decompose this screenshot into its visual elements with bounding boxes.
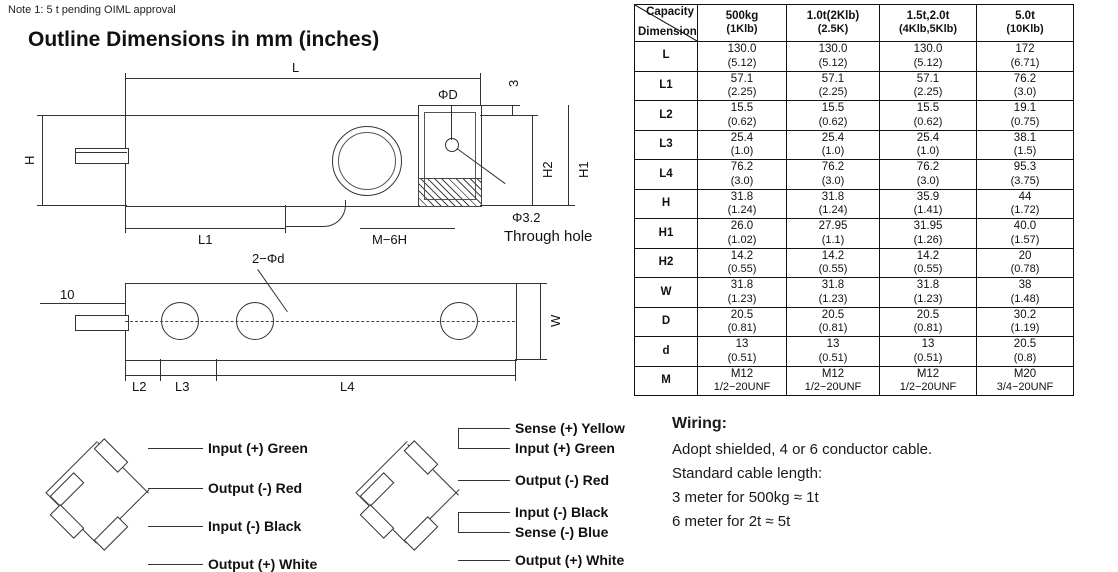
dim-line-bottom — [125, 375, 515, 376]
row-dim-2: L2 — [635, 101, 698, 131]
dim-line-L — [125, 78, 480, 79]
cell-sub: (3.0) — [821, 174, 845, 187]
cell-val: 130.0 — [727, 43, 757, 55]
cell-2-3 — [977, 101, 1074, 131]
label-10: 10 — [60, 287, 75, 302]
lead6-line-1 — [458, 428, 510, 429]
ext-W-top — [515, 283, 547, 284]
cell-9-3 — [977, 307, 1074, 337]
cell-4-1 — [787, 160, 880, 190]
wiring-line-4: 6 meter for 2t ≈ 5t — [672, 513, 791, 530]
cell-val: 27.95 — [818, 220, 848, 233]
cell-val: M12 — [821, 367, 845, 380]
cell-3-1 — [787, 130, 880, 160]
cell-0-1 — [787, 42, 880, 72]
cell-sub: (2.25) — [913, 86, 943, 99]
cell-val: 57.1 — [821, 72, 845, 85]
table-row — [635, 307, 1074, 337]
cell-val: 13 — [826, 338, 840, 351]
col-header-top-1: 1.0t(2Klb) — [806, 9, 860, 22]
cell-sub: (1.57) — [1010, 233, 1040, 246]
wiring-line-3: 3 meter for 500kg ≈ 1t — [672, 489, 819, 506]
cell-val: 31.8 — [821, 190, 845, 203]
cell-val: 38.1 — [1013, 131, 1037, 144]
cell-val: M12 — [730, 367, 754, 380]
cell-val: 20.5 — [1013, 338, 1037, 351]
cell-val: 31.8 — [730, 190, 754, 203]
cell-val: 14.2 — [821, 249, 845, 262]
row-dim-9: D — [635, 307, 698, 337]
cell-sub: (0.51) — [818, 351, 848, 364]
cell-0-2 — [880, 42, 977, 72]
row-dim-4: L4 — [635, 160, 698, 190]
cell-5-0 — [698, 189, 787, 219]
resistor6-4 — [360, 504, 395, 539]
footnote: Note 1: 5 t pending OIML approval — [8, 4, 176, 16]
cell-2-0 — [698, 101, 787, 131]
cell-sub: (1.1) — [821, 233, 845, 246]
cell-sub: (0.62) — [818, 115, 848, 128]
wire-label-right-5: Sense (-) Blue — [515, 524, 609, 540]
cell-val: M20 — [1013, 367, 1037, 380]
resistor6-3 — [360, 472, 395, 507]
resistor-2 — [94, 516, 129, 551]
ext-line-L-left — [125, 73, 126, 115]
cell-5-1 — [787, 189, 880, 219]
cell-6-1 — [787, 219, 880, 249]
label-H: H — [22, 155, 37, 165]
cell-5-2 — [880, 189, 977, 219]
cell-val: 76.2 — [730, 161, 754, 174]
cell-val: 76.2 — [1013, 72, 1037, 85]
col-header-500kg — [698, 5, 787, 42]
col-header-1t — [787, 5, 880, 42]
cell-sub: (3.0) — [916, 174, 940, 187]
lead6-line-3 — [458, 480, 510, 481]
cell-val: 130.0 — [913, 43, 943, 55]
cell-sub: (0.51) — [727, 351, 757, 364]
cell-sub: (1.0) — [730, 145, 754, 158]
cell-val: 30.2 — [1013, 308, 1037, 321]
cell-val: 25.4 — [730, 131, 754, 144]
table-row — [635, 366, 1074, 396]
cell-sub: (3.75) — [1010, 174, 1040, 187]
cell-sub: (1.72) — [1010, 204, 1040, 217]
ext-H-bottom — [37, 205, 127, 206]
wiring-notes — [672, 415, 1102, 537]
lead-line-1 — [148, 448, 203, 449]
cell-val: 31.8 — [916, 279, 940, 292]
ext-b1 — [125, 359, 126, 381]
bridge-diagram-6wire — [350, 410, 650, 570]
label-L2: L2 — [132, 379, 147, 394]
cell-val: 20.5 — [730, 308, 754, 321]
row-dim-5: H — [635, 189, 698, 219]
col-header-5t — [977, 5, 1074, 42]
row-dim-11: M — [635, 366, 698, 396]
cell-sub: (0.62) — [727, 115, 757, 128]
table-row — [635, 42, 1074, 72]
cell-8-0 — [698, 278, 787, 308]
dim-line-H — [42, 115, 43, 205]
table-row — [635, 189, 1074, 219]
cell-val: 15.5 — [730, 102, 754, 115]
leader-phiD — [451, 105, 452, 140]
cell-sub: (5.12) — [727, 56, 757, 69]
cell-val: 25.4 — [821, 131, 845, 144]
wire-label-right-4: Input (-) Black — [515, 504, 609, 520]
row-dim-10: d — [635, 337, 698, 367]
dim-line-W — [540, 283, 541, 359]
label-phi32: Φ3.2 — [512, 210, 541, 225]
wire-label-right-3: Output (-) Red — [515, 472, 610, 488]
cell-sub: 1/2−20UNF — [899, 381, 957, 394]
lead-line-2 — [148, 488, 203, 489]
col-header-bottom-1: (2.5K) — [817, 23, 849, 36]
label-L: L — [292, 60, 300, 75]
cell-10-3 — [977, 337, 1074, 367]
plan-view-drawing — [20, 251, 620, 395]
row-dim-8: W — [635, 278, 698, 308]
wire-label-right-1: Sense (+) Yellow — [515, 420, 625, 436]
cell-sub: (3.0) — [1013, 86, 1037, 99]
lead6-join-top — [458, 428, 459, 448]
cable-line-side — [75, 152, 127, 153]
ext-3-top — [480, 105, 520, 106]
dim-line-H1 — [568, 105, 569, 205]
cell-val: 57.1 — [730, 72, 754, 85]
cell-1-3 — [977, 71, 1074, 101]
plan-centerline — [125, 321, 515, 323]
wiring-diagrams — [20, 410, 630, 570]
cell-3-2 — [880, 130, 977, 160]
cell-val: 172 — [1015, 43, 1035, 55]
cell-8-3 — [977, 278, 1074, 308]
wire-label-left-2: Output (-) Red — [208, 480, 303, 496]
right-column — [634, 4, 1114, 396]
wire-label-left-4: Output (+) White — [208, 556, 318, 572]
cell-6-0 — [698, 219, 787, 249]
resistor-3 — [50, 472, 85, 507]
cell-sub: 3/4−20UNF — [996, 381, 1054, 394]
cell-sub: (1.24) — [727, 204, 757, 217]
cell-val: 44 — [1018, 190, 1032, 203]
cell-2-1 — [787, 101, 880, 131]
cell-val: 14.2 — [916, 249, 940, 262]
cell-val: 40.0 — [1013, 220, 1037, 233]
corner-capacity-label: Capacity — [646, 6, 694, 18]
col-header-bottom-0: (1Klb) — [726, 23, 758, 36]
lead6-join-bottom — [458, 512, 459, 532]
cell-sub: (0.81) — [727, 322, 757, 335]
col-header-top-2: 1.5t,2.0t — [906, 9, 950, 22]
ext-H1-bottom — [480, 205, 575, 206]
cell-val: 13 — [921, 338, 935, 351]
cell-sub: (1.23) — [727, 292, 757, 305]
cell-sub: (1.24) — [818, 204, 848, 217]
cell-sub: (0.55) — [913, 263, 943, 276]
body-taper — [285, 200, 346, 227]
cell-sub: (3.0) — [730, 174, 754, 187]
dim-line-3 — [512, 105, 513, 115]
label-L1: L1 — [198, 232, 213, 247]
cell-sub: (1.26) — [913, 233, 943, 246]
label-phiD: ΦD — [438, 87, 458, 102]
ext-L1-right — [285, 205, 286, 233]
label-L3: L3 — [175, 379, 190, 394]
cell-sub: (6.71) — [1010, 56, 1040, 69]
col-header-top-0: 500kg — [725, 9, 759, 22]
cell-val: 57.1 — [916, 72, 940, 85]
cell-sub: (5.12) — [818, 56, 848, 69]
cell-sub: (0.55) — [818, 263, 848, 276]
dim-line-L1 — [125, 228, 285, 229]
cell-val: 38 — [1018, 279, 1032, 292]
table-header-row — [635, 5, 1074, 42]
cable-gland-side — [75, 148, 129, 164]
label-H2: H2 — [540, 161, 555, 178]
cell-val: 31.95 — [913, 220, 943, 233]
cell-val: 25.4 — [916, 131, 940, 144]
wire-label-left-3: Input (-) Black — [208, 518, 302, 534]
row-dim-6: H1 — [635, 219, 698, 249]
cell-10-0 — [698, 337, 787, 367]
row-dim-7: H2 — [635, 248, 698, 278]
col-header-top-3: 5.0t — [1015, 9, 1035, 22]
cell-val: 20 — [1018, 249, 1032, 262]
cell-sub: (1.5) — [1013, 145, 1037, 158]
cell-9-1 — [787, 307, 880, 337]
lead-line-4 — [148, 564, 203, 565]
cell-sub: (1.0) — [916, 145, 940, 158]
ext-H-top — [37, 115, 127, 116]
section-hatching — [418, 178, 482, 207]
ext-W-bottom — [515, 359, 547, 360]
ext-b4 — [515, 359, 516, 381]
dim-line-M6H — [360, 228, 455, 229]
label-M6H: M−6H — [372, 232, 408, 247]
cell-val: 20.5 — [821, 308, 845, 321]
cell-1-1 — [787, 71, 880, 101]
cell-sub: (0.8) — [1013, 351, 1037, 364]
col-header-bottom-3: (10Klb) — [1006, 23, 1044, 36]
cell-val: 31.8 — [821, 279, 845, 292]
cell-sub: (0.62) — [913, 115, 943, 128]
cell-val: 13 — [735, 338, 749, 351]
ext-H2-top — [480, 115, 538, 116]
table-row — [635, 160, 1074, 190]
cell-sub: (0.75) — [1010, 115, 1040, 128]
table-row — [635, 130, 1074, 160]
row-dim-1: L1 — [635, 71, 698, 101]
ext-b3 — [216, 359, 217, 381]
cell-sub: (1.48) — [1010, 292, 1040, 305]
lead6-line-5 — [458, 532, 510, 533]
cell-6-2 — [880, 219, 977, 249]
table-row — [635, 337, 1074, 367]
col-header-bottom-2: (4Klb,5Klb) — [898, 23, 958, 36]
large-bore-inner — [338, 132, 396, 190]
table-corner-cell — [635, 5, 698, 42]
cell-sub: 1/2−20UNF — [804, 381, 862, 394]
cell-3-3 — [977, 130, 1074, 160]
cell-val: M12 — [916, 367, 940, 380]
corner-dimension-label: Dimension — [638, 26, 697, 39]
label-W: W — [548, 314, 563, 327]
cell-val: 19.1 — [1013, 102, 1037, 115]
table-row — [635, 71, 1074, 101]
wiring-line-2: Standard cable length: — [672, 465, 823, 482]
wire-label-right-2: Input (+) Green — [515, 440, 615, 456]
wiring-heading: Wiring: — [672, 415, 727, 432]
label-H1: H1 — [576, 161, 591, 178]
cell-val: 15.5 — [916, 102, 940, 115]
cell-val: 35.9 — [916, 190, 940, 203]
cell-sub: (1.23) — [818, 292, 848, 305]
cell-val: 26.0 — [730, 220, 754, 233]
cell-4-0 — [698, 160, 787, 190]
cell-8-1 — [787, 278, 880, 308]
cell-sub: (1.41) — [913, 204, 943, 217]
resistor-4 — [50, 504, 85, 539]
cell-val: 20.5 — [916, 308, 940, 321]
table-row — [635, 248, 1074, 278]
cell-2-2 — [880, 101, 977, 131]
table-row — [635, 101, 1074, 131]
cell-sub: (1.23) — [913, 292, 943, 305]
cell-0-3 — [977, 42, 1074, 72]
cell-sub: (5.12) — [913, 56, 943, 69]
cell-10-1 — [787, 337, 880, 367]
cell-7-2 — [880, 248, 977, 278]
row-dim-3: L3 — [635, 130, 698, 160]
cell-val: 14.2 — [730, 249, 754, 262]
cell-4-3 — [977, 160, 1074, 190]
bridge-diagram-4wire — [38, 422, 338, 572]
cell-val: 76.2 — [821, 161, 845, 174]
cell-6-3 — [977, 219, 1074, 249]
cell-8-2 — [880, 278, 977, 308]
cell-7-3 — [977, 248, 1074, 278]
label-L4: L4 — [340, 379, 355, 394]
ext-line-L-right — [480, 73, 481, 105]
row-dim-0: L — [635, 42, 698, 72]
cell-1-0 — [698, 71, 787, 101]
cell-sub: (0.81) — [818, 322, 848, 335]
cell-11-2 — [880, 366, 977, 396]
lead-line-3 — [148, 526, 203, 527]
cell-7-1 — [787, 248, 880, 278]
cell-sub: (0.55) — [727, 263, 757, 276]
table-row — [635, 219, 1074, 249]
wire-label-right-6: Output (+) White — [515, 552, 625, 568]
cell-9-0 — [698, 307, 787, 337]
label-through-hole: Through hole — [504, 228, 593, 245]
table-row — [635, 278, 1074, 308]
label-2phid: 2−Φd — [252, 251, 285, 266]
side-view-drawing — [20, 60, 620, 250]
cell-1-2 — [880, 71, 977, 101]
resistor6-2 — [404, 516, 439, 551]
cell-sub: 1/2−20UNF — [713, 381, 771, 394]
cell-sub: (0.78) — [1010, 263, 1040, 276]
cell-sub: (0.51) — [913, 351, 943, 364]
lead6-line-6 — [458, 560, 510, 561]
ext-b2 — [160, 359, 161, 381]
lead6-line-4 — [458, 512, 510, 513]
dimension-table — [634, 4, 1074, 396]
cell-9-2 — [880, 307, 977, 337]
cell-val: 31.8 — [730, 279, 754, 292]
cell-val: 130.0 — [818, 43, 848, 55]
cell-0-0 — [698, 42, 787, 72]
wiring-line-1: Adopt shielded, 4 or 6 conductor cable. — [672, 441, 933, 458]
table-body — [635, 42, 1074, 396]
cell-val: 76.2 — [916, 161, 940, 174]
cell-11-3 — [977, 366, 1074, 396]
cell-3-0 — [698, 130, 787, 160]
cell-5-3 — [977, 189, 1074, 219]
cell-val: 95.3 — [1013, 161, 1037, 174]
cell-4-2 — [880, 160, 977, 190]
cell-7-0 — [698, 248, 787, 278]
wire-label-left-1: Input (+) Green — [208, 440, 308, 456]
cell-sub: (1.19) — [1010, 322, 1040, 335]
cell-sub: (2.25) — [818, 86, 848, 99]
ext-L1-left — [125, 205, 126, 233]
col-header-15t2t — [880, 5, 977, 42]
cell-sub: (2.25) — [727, 86, 757, 99]
lead6-line-2 — [458, 448, 510, 449]
page-title: Outline Dimensions in mm (inches) — [28, 28, 380, 51]
through-hole-circle — [445, 138, 459, 152]
cell-sub: (0.81) — [913, 322, 943, 335]
cell-11-0 — [698, 366, 787, 396]
cell-10-2 — [880, 337, 977, 367]
cell-11-1 — [787, 366, 880, 396]
dim-line-H2 — [532, 115, 533, 205]
label-3: 3 — [506, 79, 521, 87]
dim-line-10 — [40, 303, 126, 304]
cell-sub: (1.0) — [821, 145, 845, 158]
cable-gland-plan — [75, 315, 129, 331]
cell-sub: (1.02) — [727, 233, 757, 246]
cell-val: 15.5 — [821, 102, 845, 115]
